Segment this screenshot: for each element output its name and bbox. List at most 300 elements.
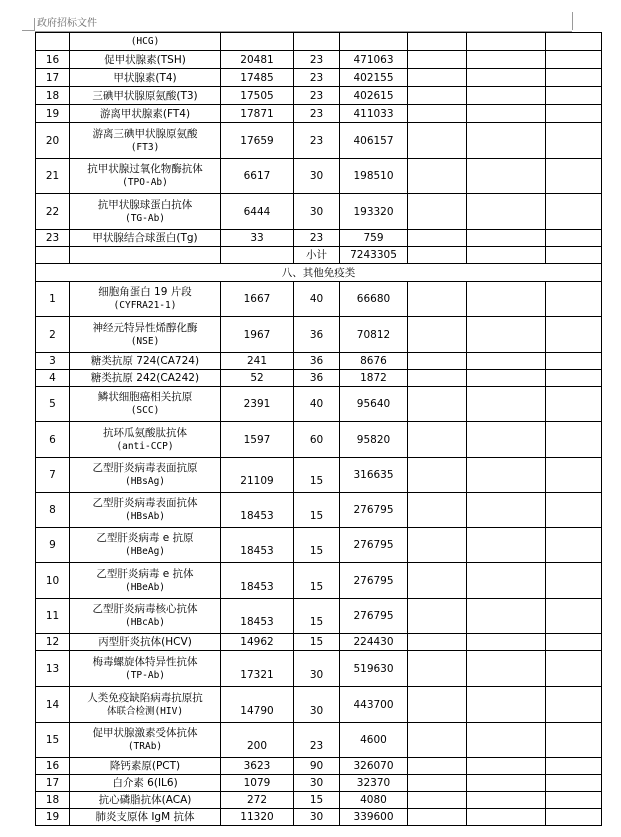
item-abbreviation: (CYFRA21-1) bbox=[113, 300, 177, 311]
empty-cell bbox=[467, 563, 546, 599]
empty-cell bbox=[408, 317, 467, 353]
quantity-cell: 3623 bbox=[221, 758, 294, 775]
quantity-cell: 11320 bbox=[221, 809, 294, 826]
item-name: 甲状腺结合球蛋白(Tg) bbox=[92, 232, 198, 244]
item-name: 抗环瓜氨酸肽抗体 bbox=[103, 426, 187, 439]
row-number bbox=[36, 33, 70, 51]
quantity-cell: 21109 bbox=[221, 458, 294, 493]
item-abbreviation: (HBeAb) bbox=[124, 581, 166, 593]
empty-cell bbox=[467, 370, 546, 387]
table-row bbox=[36, 105, 602, 123]
unit-price-cell bbox=[294, 33, 340, 51]
empty-cell bbox=[467, 387, 546, 422]
table-row bbox=[36, 809, 602, 826]
table-row bbox=[36, 775, 602, 792]
quantity-cell: 1079 bbox=[221, 775, 294, 792]
empty-cell bbox=[467, 194, 546, 230]
empty-cell bbox=[546, 528, 602, 563]
table-row bbox=[36, 282, 602, 317]
total-cell: 276795 bbox=[340, 599, 408, 634]
item-name: 糖类抗原 724(CA724) bbox=[90, 355, 200, 367]
unit-price-cell: 30 bbox=[294, 687, 340, 723]
quantity-cell: 17485 bbox=[221, 69, 294, 87]
table-row bbox=[36, 758, 602, 775]
item-name-cell bbox=[70, 651, 221, 687]
item-name-cell bbox=[70, 159, 221, 194]
empty-cell bbox=[467, 51, 546, 69]
item-name-cell bbox=[70, 123, 221, 159]
item-name: 三碘甲状腺原氨酸(T3) bbox=[92, 89, 198, 102]
quantity-cell: 52 bbox=[221, 370, 294, 387]
unit-price-cell: 30 bbox=[294, 809, 340, 826]
empty-cell bbox=[467, 353, 546, 370]
unit-price-cell: 23 bbox=[294, 105, 340, 123]
table-row bbox=[36, 370, 602, 387]
item-name: 乙型肝炎病毒表面抗原 bbox=[92, 462, 198, 474]
quantity-cell: 14790 bbox=[221, 687, 294, 723]
empty-cell bbox=[546, 159, 602, 194]
total-cell: 402615 bbox=[340, 87, 408, 105]
item-name: 乙型肝炎病毒 e 抗体 bbox=[96, 567, 194, 580]
empty-cell bbox=[546, 194, 602, 230]
empty-cell bbox=[467, 69, 546, 87]
total-cell: 198510 bbox=[340, 159, 408, 194]
quantity-cell: 33 bbox=[221, 230, 294, 247]
empty-cell bbox=[408, 230, 467, 247]
item-name-cell bbox=[70, 458, 221, 493]
unit-price-cell: 40 bbox=[294, 387, 340, 422]
empty-cell bbox=[408, 809, 467, 826]
table-row bbox=[36, 230, 602, 247]
unit-price-cell: 15 bbox=[294, 458, 340, 493]
total-cell: 519630 bbox=[340, 651, 408, 687]
empty-cell bbox=[408, 563, 467, 599]
total-cell: 759 bbox=[340, 230, 408, 247]
empty-cell bbox=[546, 317, 602, 353]
subtotal-label: 小计 bbox=[294, 247, 340, 264]
empty-cell bbox=[408, 69, 467, 87]
table-row bbox=[36, 458, 602, 493]
empty-cell bbox=[408, 51, 467, 69]
item-name-cell bbox=[70, 422, 221, 458]
page-header-rule bbox=[35, 10, 572, 32]
quantity-cell: 200 bbox=[221, 723, 294, 758]
unit-price-cell: 23 bbox=[294, 87, 340, 105]
item-name: 抗甲状腺过氧化物酶抗体 bbox=[87, 163, 203, 175]
quantity-cell: 6444 bbox=[221, 194, 294, 230]
total-cell: 443700 bbox=[340, 687, 408, 723]
item-name: 乙型肝炎病毒表面抗体 bbox=[92, 497, 198, 509]
item-name-cell bbox=[70, 105, 221, 123]
empty-cell bbox=[408, 123, 467, 159]
unit-price-cell: 40 bbox=[294, 282, 340, 317]
unit-price-cell: 30 bbox=[294, 775, 340, 792]
empty-cell bbox=[467, 87, 546, 105]
item-name-cell bbox=[70, 775, 221, 792]
quantity-cell: 17659 bbox=[221, 123, 294, 159]
row-number: 12 bbox=[36, 634, 70, 651]
row-number: 8 bbox=[36, 493, 70, 528]
empty-cell bbox=[546, 809, 602, 826]
empty-cell bbox=[408, 87, 467, 105]
item-name: 抗甲状腺球蛋白抗体 bbox=[97, 198, 193, 211]
row-number: 4 bbox=[36, 370, 70, 387]
quantity-cell: 241 bbox=[221, 353, 294, 370]
empty-cell bbox=[467, 33, 546, 51]
empty-cell bbox=[546, 105, 602, 123]
item-name-cell bbox=[70, 317, 221, 353]
item-name-cell bbox=[70, 230, 221, 247]
row-number: 20 bbox=[36, 123, 70, 159]
total-cell: 276795 bbox=[340, 493, 408, 528]
quantity-cell: 18453 bbox=[221, 528, 294, 563]
empty-cell bbox=[408, 599, 467, 634]
total-cell: 8676 bbox=[340, 353, 408, 370]
subtotal-value: 7243305 bbox=[340, 247, 408, 264]
total-cell: 70812 bbox=[340, 317, 408, 353]
quantity-cell: 18453 bbox=[221, 493, 294, 528]
header-corner-mark bbox=[22, 18, 35, 31]
empty-cell bbox=[546, 353, 602, 370]
table-row bbox=[36, 422, 602, 458]
empty-cell bbox=[467, 123, 546, 159]
unit-price-cell: 15 bbox=[294, 493, 340, 528]
empty-cell bbox=[408, 387, 467, 422]
empty-cell bbox=[467, 599, 546, 634]
empty-cell bbox=[408, 353, 467, 370]
total-cell: 276795 bbox=[340, 528, 408, 563]
total-cell: 32370 bbox=[340, 775, 408, 792]
table-row bbox=[36, 51, 602, 69]
empty-cell bbox=[467, 792, 546, 809]
item-abbreviation: (HBsAb) bbox=[124, 511, 166, 522]
item-name-cell bbox=[70, 353, 221, 370]
row-number: 6 bbox=[36, 422, 70, 458]
quantity-cell: 17505 bbox=[221, 87, 294, 105]
row-number: 19 bbox=[36, 809, 70, 826]
table-row bbox=[36, 599, 602, 634]
table-row bbox=[36, 317, 602, 353]
quantity-cell: 272 bbox=[221, 792, 294, 809]
unit-price-cell: 36 bbox=[294, 317, 340, 353]
unit-price-cell: 36 bbox=[294, 353, 340, 370]
empty-cell bbox=[467, 105, 546, 123]
table-row bbox=[36, 194, 602, 230]
unit-price-cell: 23 bbox=[294, 69, 340, 87]
unit-price-cell: 23 bbox=[294, 723, 340, 758]
total-cell: 402155 bbox=[340, 69, 408, 87]
item-name: 肺炎支原体 IgM 抗体 bbox=[95, 811, 195, 823]
table-row bbox=[36, 87, 602, 105]
empty-cell bbox=[408, 687, 467, 723]
item-abbreviation: (NSE) bbox=[130, 335, 160, 347]
table-row bbox=[36, 387, 602, 422]
tender-items-table bbox=[35, 32, 602, 826]
row-number: 11 bbox=[36, 599, 70, 634]
unit-price-cell: 30 bbox=[294, 159, 340, 194]
empty-cell bbox=[546, 651, 602, 687]
quantity-cell: 14962 bbox=[221, 634, 294, 651]
row-number: 14 bbox=[36, 687, 70, 723]
empty-cell bbox=[467, 282, 546, 317]
item-name: 促甲状腺素(TSH) bbox=[104, 53, 186, 66]
total-cell: 95640 bbox=[340, 387, 408, 422]
empty-cell bbox=[546, 87, 602, 105]
item-abbreviation: (TG-Ab) bbox=[124, 212, 166, 224]
empty-cell bbox=[467, 230, 546, 247]
unit-price-cell: 36 bbox=[294, 370, 340, 387]
empty-cell bbox=[408, 634, 467, 651]
table-row bbox=[36, 159, 602, 194]
item-name-cell bbox=[70, 687, 221, 723]
empty-cell bbox=[467, 422, 546, 458]
quantity-cell: 17321 bbox=[221, 651, 294, 687]
row-number: 18 bbox=[36, 792, 70, 809]
unit-price-cell: 60 bbox=[294, 422, 340, 458]
item-name: 降钙素原(PCT) bbox=[109, 760, 181, 772]
item-name: 人类免疫缺陷病毒抗原抗 bbox=[87, 691, 203, 704]
unit-price-cell: 90 bbox=[294, 758, 340, 775]
item-name-cell bbox=[70, 69, 221, 87]
quantity-cell: 1597 bbox=[221, 422, 294, 458]
total-cell: 326070 bbox=[340, 758, 408, 775]
item-abbreviation: (HBeAg) bbox=[124, 546, 166, 557]
row-number: 9 bbox=[36, 528, 70, 563]
quantity-cell: 18453 bbox=[221, 563, 294, 599]
total-cell: 316635 bbox=[340, 458, 408, 493]
empty-cell bbox=[546, 493, 602, 528]
empty-cell bbox=[467, 493, 546, 528]
item-name: 促甲状腺激素受体抗体 bbox=[92, 727, 198, 739]
unit-price-cell: 15 bbox=[294, 563, 340, 599]
section-row bbox=[36, 264, 602, 282]
item-name-cell bbox=[70, 758, 221, 775]
quantity-cell: 1967 bbox=[221, 317, 294, 353]
empty-cell bbox=[408, 282, 467, 317]
item-name-cell bbox=[70, 599, 221, 634]
table-row bbox=[36, 687, 602, 723]
header-right-mark bbox=[572, 12, 573, 30]
empty-cell bbox=[546, 51, 602, 69]
item-name-cell bbox=[70, 87, 221, 105]
quantity-cell: 1667 bbox=[221, 282, 294, 317]
table-row bbox=[36, 33, 602, 51]
empty-cell bbox=[408, 528, 467, 563]
unit-price-cell: 15 bbox=[294, 634, 340, 651]
item-name: 游离甲状腺素(FT4) bbox=[99, 107, 191, 120]
item-name: 乙型肝炎病毒 e 抗原 bbox=[96, 532, 194, 544]
total-cell: 411033 bbox=[340, 105, 408, 123]
empty-cell bbox=[70, 247, 221, 264]
item-name-cell bbox=[70, 563, 221, 599]
row-number: 22 bbox=[36, 194, 70, 230]
empty-cell bbox=[546, 247, 602, 264]
item-name: 细胞角蛋白 19 片段 bbox=[98, 286, 192, 298]
empty-cell bbox=[546, 370, 602, 387]
empty-cell bbox=[408, 247, 467, 264]
row-number: 1 bbox=[36, 282, 70, 317]
empty-cell bbox=[546, 687, 602, 723]
row-number: 7 bbox=[36, 458, 70, 493]
item-name: 鳞状细胞癌相关抗原 bbox=[97, 391, 193, 403]
row-number: 15 bbox=[36, 723, 70, 758]
empty-cell bbox=[467, 758, 546, 775]
empty-cell bbox=[546, 33, 602, 51]
item-name-cell bbox=[70, 51, 221, 69]
table-row bbox=[36, 353, 602, 370]
item-abbreviation: (HBcAb) bbox=[124, 617, 166, 628]
empty-cell bbox=[546, 282, 602, 317]
total-cell: 66680 bbox=[340, 282, 408, 317]
item-name-cell bbox=[70, 809, 221, 826]
quantity-cell: 6617 bbox=[221, 159, 294, 194]
item-abbreviation: (TRAb) bbox=[127, 741, 163, 752]
empty-cell bbox=[221, 247, 294, 264]
item-name-cell bbox=[70, 282, 221, 317]
empty-cell bbox=[467, 634, 546, 651]
row-number: 5 bbox=[36, 387, 70, 422]
item-name-cell bbox=[70, 792, 221, 809]
quantity-cell: 18453 bbox=[221, 599, 294, 634]
empty-cell bbox=[546, 230, 602, 247]
total-cell: 406157 bbox=[340, 123, 408, 159]
empty-cell bbox=[467, 159, 546, 194]
quantity-cell bbox=[221, 33, 294, 51]
item-name: 乙型肝炎病毒核心抗体 bbox=[92, 603, 198, 615]
item-abbreviation: (TP-Ab) bbox=[124, 669, 166, 681]
quantity-cell: 20481 bbox=[221, 51, 294, 69]
table-row bbox=[36, 634, 602, 651]
empty-cell bbox=[36, 247, 70, 264]
row-number: 21 bbox=[36, 159, 70, 194]
table-row bbox=[36, 69, 602, 87]
total-cell: 193320 bbox=[340, 194, 408, 230]
item-name-cell bbox=[70, 528, 221, 563]
empty-cell bbox=[408, 370, 467, 387]
table-row bbox=[36, 123, 602, 159]
empty-cell bbox=[546, 599, 602, 634]
row-number: 19 bbox=[36, 105, 70, 123]
total-cell bbox=[340, 33, 408, 51]
row-number: 2 bbox=[36, 317, 70, 353]
item-name-cell bbox=[70, 194, 221, 230]
empty-cell bbox=[546, 775, 602, 792]
empty-cell bbox=[467, 651, 546, 687]
empty-cell bbox=[408, 775, 467, 792]
unit-price-cell: 15 bbox=[294, 792, 340, 809]
empty-cell bbox=[467, 247, 546, 264]
empty-cell bbox=[408, 458, 467, 493]
table-row bbox=[36, 723, 602, 758]
item-abbreviation: (HBsAg) bbox=[124, 476, 166, 487]
unit-price-cell: 15 bbox=[294, 599, 340, 634]
item-name: 抗心磷脂抗体(ACA) bbox=[98, 794, 192, 806]
empty-cell bbox=[546, 387, 602, 422]
item-abbreviation: (HCG) bbox=[130, 35, 160, 47]
empty-cell bbox=[408, 105, 467, 123]
empty-cell bbox=[546, 723, 602, 758]
total-cell: 471063 bbox=[340, 51, 408, 69]
quantity-cell: 17871 bbox=[221, 105, 294, 123]
item-name: 神经元特异性烯醇化酶 bbox=[92, 321, 198, 334]
table-row bbox=[36, 563, 602, 599]
total-cell: 4080 bbox=[340, 792, 408, 809]
table-body bbox=[36, 33, 602, 826]
row-number: 17 bbox=[36, 775, 70, 792]
empty-cell bbox=[408, 493, 467, 528]
row-number: 3 bbox=[36, 353, 70, 370]
empty-cell bbox=[467, 809, 546, 826]
table-row bbox=[36, 493, 602, 528]
total-cell: 339600 bbox=[340, 809, 408, 826]
empty-cell bbox=[467, 723, 546, 758]
empty-cell bbox=[408, 723, 467, 758]
table-row bbox=[36, 651, 602, 687]
unit-price-cell: 23 bbox=[294, 123, 340, 159]
empty-cell bbox=[408, 792, 467, 809]
empty-cell bbox=[408, 422, 467, 458]
empty-cell bbox=[408, 651, 467, 687]
item-name: 丙型肝炎抗体(HCV) bbox=[98, 636, 192, 648]
total-cell: 224430 bbox=[340, 634, 408, 651]
item-name-cell bbox=[70, 370, 221, 387]
row-number: 13 bbox=[36, 651, 70, 687]
total-cell: 1872 bbox=[340, 370, 408, 387]
unit-price-cell: 15 bbox=[294, 528, 340, 563]
total-cell: 276795 bbox=[340, 563, 408, 599]
item-abbreviation: 体联合检测(HIV) bbox=[106, 705, 184, 717]
row-number: 23 bbox=[36, 230, 70, 247]
empty-cell bbox=[546, 563, 602, 599]
item-abbreviation: (SCC) bbox=[130, 405, 160, 416]
empty-cell bbox=[546, 123, 602, 159]
empty-cell bbox=[467, 458, 546, 493]
item-name-cell bbox=[70, 493, 221, 528]
unit-price-cell: 23 bbox=[294, 51, 340, 69]
unit-price-cell: 30 bbox=[294, 651, 340, 687]
row-number: 16 bbox=[36, 51, 70, 69]
item-abbreviation: (anti-CCP) bbox=[116, 440, 174, 452]
subtotal-row bbox=[36, 247, 602, 264]
empty-cell bbox=[408, 33, 467, 51]
page-header-text: 政府招标文件 bbox=[37, 18, 97, 29]
item-name: 游离三碘甲状腺原氨酸 bbox=[92, 127, 198, 140]
item-name: 甲状腺素(T4) bbox=[113, 71, 177, 84]
empty-cell bbox=[467, 317, 546, 353]
item-name-cell bbox=[70, 723, 221, 758]
item-name: 糖类抗原 242(CA242) bbox=[90, 372, 200, 384]
item-abbreviation: (FT3) bbox=[130, 141, 160, 153]
item-name-cell bbox=[70, 387, 221, 422]
row-number: 18 bbox=[36, 87, 70, 105]
empty-cell bbox=[467, 687, 546, 723]
unit-price-cell: 30 bbox=[294, 194, 340, 230]
quantity-cell: 2391 bbox=[221, 387, 294, 422]
unit-price-cell: 23 bbox=[294, 230, 340, 247]
empty-cell bbox=[546, 69, 602, 87]
total-cell: 95820 bbox=[340, 422, 408, 458]
empty-cell bbox=[546, 758, 602, 775]
empty-cell bbox=[546, 458, 602, 493]
empty-cell bbox=[467, 775, 546, 792]
empty-cell bbox=[467, 528, 546, 563]
item-abbreviation: (TPO-Ab) bbox=[122, 177, 168, 188]
table-row bbox=[36, 528, 602, 563]
row-number: 17 bbox=[36, 69, 70, 87]
item-name-cell bbox=[70, 33, 221, 51]
empty-cell bbox=[546, 792, 602, 809]
item-name: 梅毒螺旋体特异性抗体 bbox=[92, 655, 198, 668]
